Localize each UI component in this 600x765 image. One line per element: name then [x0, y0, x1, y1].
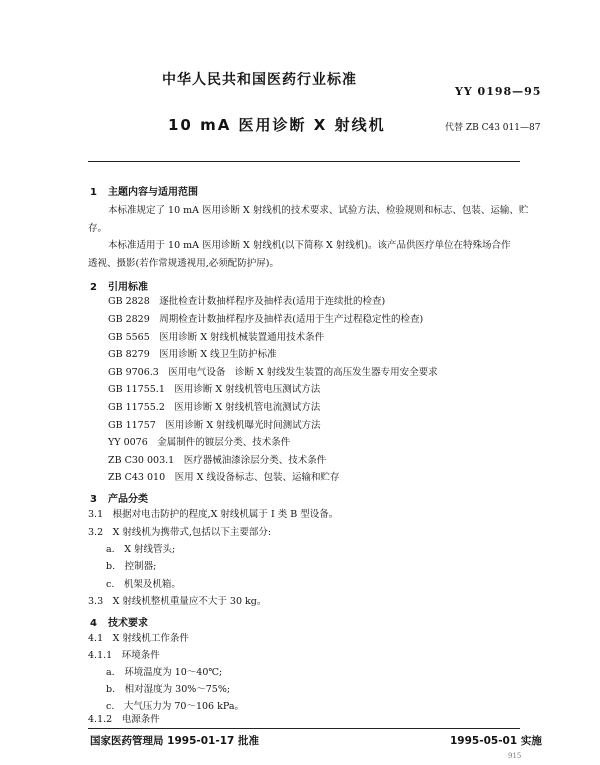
reference-title: 金属制件的镀层分类、技术条件 [157, 437, 291, 448]
paragraph-line: 透视、摄影(若作常规透视用,必须配防护屏)。 [88, 258, 279, 269]
replaces-standard: 代替 ZB C43 011—87 [445, 123, 541, 133]
issuing-org: 中华人民共和国医药行业标准 [162, 72, 357, 88]
paragraph-line: 存。 [88, 223, 108, 234]
reference-title: 医用诊断 X 射线机械装置通用技术条件 [159, 332, 325, 343]
list-label: a. [106, 667, 115, 678]
list-item [106, 701, 244, 713]
section-number: 3 [90, 494, 97, 505]
list-item [106, 561, 156, 573]
section-number: 4 [90, 618, 97, 629]
section-number: 1 [90, 187, 97, 198]
reference-item [108, 367, 438, 379]
list-text: 机架及机箱。 [123, 579, 181, 590]
reference-code: YY 0076 [108, 437, 148, 448]
reference-title: 医用电气设备 诊断 X 射线发生装置的高压发生器专用安全要求 [168, 367, 438, 378]
section-4-heading [90, 614, 148, 629]
clause-text: 根据对电击防护的程度,X 射线机属于 Ⅰ 类 B 型设备。 [112, 509, 339, 520]
clause-4-1 [88, 633, 189, 645]
clause-number: 3.2 [88, 527, 104, 538]
reference-title: 医用诊断 X 射线机曝光时间测试方法 [165, 420, 321, 431]
reference-title: 医用诊断 X 射线机管电压测试方法 [174, 384, 321, 395]
reference-code: GB 9706.3 [108, 367, 159, 378]
reference-item [108, 472, 339, 484]
reference-title: 周期检查计数抽样程序及抽样表(适用于生产过程稳定性的检查) [159, 314, 424, 325]
reference-title: 医用诊断 X 线卫生防护标准 [159, 349, 277, 360]
section-2-heading [90, 278, 148, 293]
section-title: 产品分类 [108, 494, 148, 505]
clause-3-2 [88, 527, 271, 539]
section-title: 技术要求 [108, 618, 148, 629]
reference-code: ZB C43 010 [108, 472, 166, 483]
reference-item [108, 455, 326, 467]
reference-item [108, 296, 385, 308]
list-label: b. [106, 561, 116, 572]
clause-4-1-1 [88, 650, 160, 662]
reference-title: 逐批检查计数抽样程序及抽样表(适用于连续批的检查) [159, 296, 386, 307]
list-text: 控制器; [124, 561, 157, 572]
document-title: 10 mA 医用诊断 X 射线机 [168, 116, 386, 134]
section-3-heading [90, 490, 148, 505]
list-item [106, 544, 175, 556]
reference-item [108, 437, 290, 449]
clause-text: X 射线机为携带式,包括以下主要部分: [112, 527, 272, 538]
reference-code: GB 2828 [108, 296, 150, 307]
reference-item [108, 332, 324, 344]
clause-number: 3.3 [88, 596, 104, 607]
section-1-heading [90, 183, 198, 198]
reference-item [108, 314, 423, 326]
header-rule [88, 161, 520, 162]
clause-text: 环境条件 [121, 650, 160, 661]
approval-line: 国家医药管理局 1995-01-17 批准 [90, 735, 259, 747]
reference-title: 医用 X 线设备标志、包装、运输和贮存 [174, 472, 340, 483]
reference-code: GB 2829 [108, 314, 150, 325]
reference-code: GB 5565 [108, 332, 150, 343]
page-number: 915 [508, 752, 522, 760]
list-label: c. [106, 701, 115, 712]
clause-number: 4.1 [88, 633, 104, 644]
section-number: 2 [90, 282, 97, 293]
reference-title: 医疗器械油漆涂层分类、技术条件 [183, 455, 327, 466]
list-item [106, 684, 230, 696]
list-text: 相对湿度为 30%～75%; [124, 684, 231, 695]
reference-item [108, 402, 320, 414]
list-text: 大气压力为 70～106 kPa。 [123, 701, 245, 712]
clause-3-1 [88, 509, 338, 521]
reference-item [108, 384, 320, 396]
list-label: b. [106, 684, 116, 695]
clause-text: 电源条件 [121, 714, 160, 725]
list-item [106, 667, 222, 679]
list-text: X 射线管头; [124, 544, 176, 555]
paragraph-line: 本标准规定了 10 mA 医用诊断 X 射线机的技术要求、试验方法、检验规则和标志、包装、运输、贮 [108, 205, 529, 216]
reference-code: GB 8279 [108, 349, 150, 360]
reference-title: 医用诊断 X 射线机管电流测试方法 [174, 402, 321, 413]
clause-text: X 射线机工作条件 [112, 633, 189, 644]
reference-item [108, 420, 321, 432]
reference-code: ZB C30 003.1 [108, 455, 175, 466]
reference-code: GB 11757 [108, 420, 156, 431]
clause-text: X 射线机整机重量应不大于 30 kg。 [112, 596, 267, 607]
list-text: 环境温度为 10～40℃; [124, 667, 223, 678]
section-title: 主题内容与适用范围 [108, 187, 198, 198]
clause-number: 3.1 [88, 509, 104, 520]
clause-4-1-2 [88, 714, 160, 726]
clause-number: 4.1.1 [88, 650, 113, 661]
reference-code: GB 11755.2 [108, 402, 165, 413]
clause-number: 4.1.2 [88, 714, 113, 725]
list-item [106, 579, 181, 591]
clause-3-3 [88, 596, 266, 608]
list-label: c. [106, 579, 115, 590]
paragraph-line: 本标准适用于 10 mA 医用诊断 X 射线机(以下简称 X 射线机)。该产品供医疗单位在特殊场合作 [108, 240, 511, 251]
reference-code: GB 11755.1 [108, 384, 165, 395]
standard-number: YY 0198—95 [455, 85, 542, 98]
footer-rule [88, 728, 520, 729]
reference-item [108, 349, 277, 361]
section-title: 引用标准 [108, 282, 148, 293]
effective-date: 1995-05-01 实施 [450, 735, 542, 747]
list-label: a. [106, 544, 115, 555]
